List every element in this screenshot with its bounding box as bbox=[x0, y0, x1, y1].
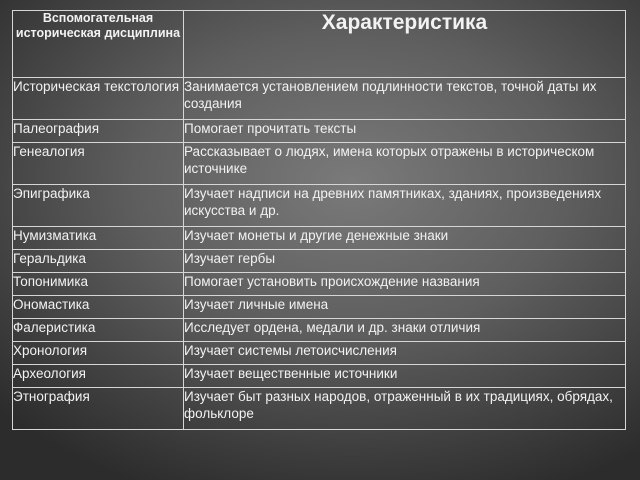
description-cell: Изучает монеты и другие денежные знаки bbox=[184, 227, 626, 250]
discipline-cell: Палеография bbox=[13, 120, 184, 143]
description-cell: Рассказывает о людях, имена которых отражены в историческом источнике bbox=[184, 143, 626, 185]
description-cell: Изучает системы летоисчисления bbox=[184, 342, 626, 365]
description-cell: Изучает вещественные источники bbox=[184, 365, 626, 388]
table-row bbox=[13, 388, 626, 430]
table-row bbox=[13, 296, 626, 319]
table-row bbox=[13, 227, 626, 250]
discipline-cell: Этнография bbox=[13, 388, 184, 430]
table-row bbox=[13, 319, 626, 342]
discipline-cell: Топонимика bbox=[13, 273, 184, 296]
description-cell: Изучает гербы bbox=[184, 250, 626, 273]
table-row bbox=[13, 273, 626, 296]
discipline-cell: Ономастика bbox=[13, 296, 184, 319]
description-cell: Изучает быт разных народов, отраженный в их традициях, обрядах, фольклоре bbox=[184, 388, 626, 430]
discipline-cell: Археология bbox=[13, 365, 184, 388]
table-row bbox=[13, 120, 626, 143]
table-row bbox=[13, 342, 626, 365]
table-row bbox=[13, 78, 626, 120]
description-cell: Изучает надписи на древних памятниках, зданиях, произведениях искусства и др. bbox=[184, 185, 626, 227]
table-header-row bbox=[13, 11, 626, 78]
discipline-cell: Историческая текстология bbox=[13, 78, 184, 120]
table-row bbox=[13, 365, 626, 388]
discipline-cell: Геральдика bbox=[13, 250, 184, 273]
table-row bbox=[13, 185, 626, 227]
table-row bbox=[13, 143, 626, 185]
discipline-cell: Генеалогия bbox=[13, 143, 184, 185]
table-row bbox=[13, 250, 626, 273]
description-cell: Помогает прочитать тексты bbox=[184, 120, 626, 143]
header-characteristic: Характеристика bbox=[184, 11, 626, 78]
discipline-cell: Нумизматика bbox=[13, 227, 184, 250]
description-cell: Изучает личные имена bbox=[184, 296, 626, 319]
disciplines-table bbox=[12, 10, 626, 430]
description-cell: Помогает установить происхождение названия bbox=[184, 273, 626, 296]
discipline-cell: Фалеристика bbox=[13, 319, 184, 342]
discipline-cell: Эпиграфика bbox=[13, 185, 184, 227]
header-discipline: Вспомогательная историческая дисциплина bbox=[13, 11, 184, 78]
description-cell: Исследует ордена, медали и др. знаки отличия bbox=[184, 319, 626, 342]
discipline-cell: Хронология bbox=[13, 342, 184, 365]
description-cell: Занимается установлением подлинности текстов, точной даты их создания bbox=[184, 78, 626, 120]
